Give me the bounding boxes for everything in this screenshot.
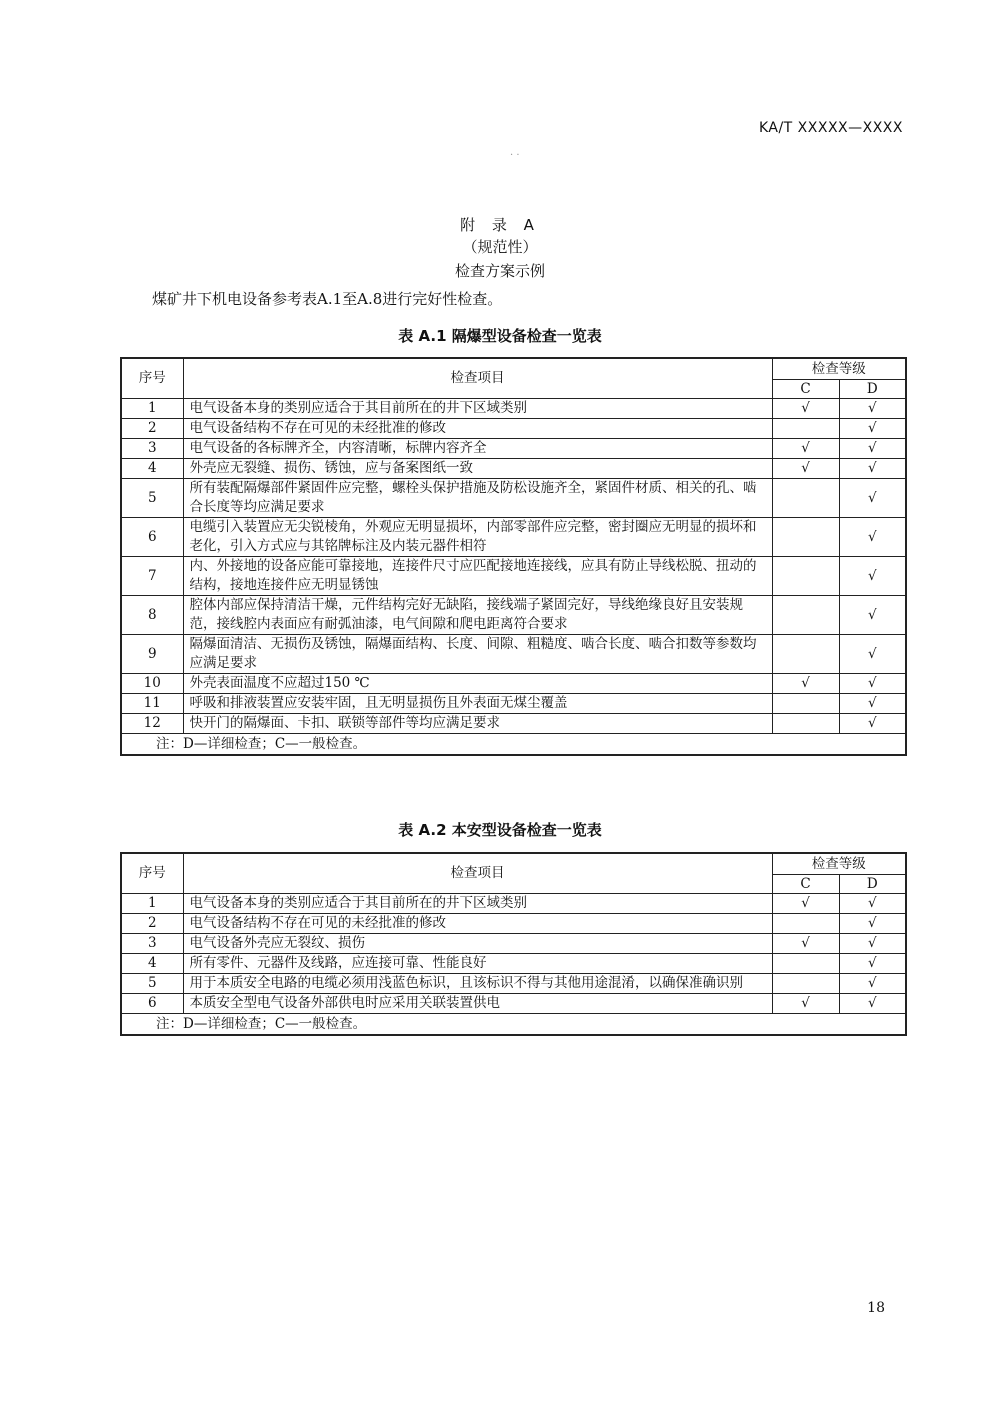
row-check-d: √ bbox=[839, 914, 906, 934]
row-check-d: √ bbox=[839, 994, 906, 1014]
col-header-no: 序号 bbox=[121, 853, 183, 894]
row-check-c: √ bbox=[772, 934, 839, 954]
table-row bbox=[121, 954, 906, 974]
row-check-d: √ bbox=[839, 934, 906, 954]
row-check-c bbox=[772, 596, 839, 635]
row-number: 1 bbox=[121, 894, 183, 914]
row-number: 6 bbox=[121, 994, 183, 1014]
row-check-c bbox=[772, 714, 839, 734]
col-header-item: 检查项目 bbox=[183, 853, 772, 894]
row-check-c: √ bbox=[772, 459, 839, 479]
intro-paragraph: 煤矿井下机电设备参考表A.1至A.8进行完好性检查。 bbox=[152, 290, 503, 308]
table-row bbox=[121, 557, 906, 596]
row-number: 3 bbox=[121, 934, 183, 954]
row-item: 隔爆面清洁、无损伤及锈蚀，隔爆面结构、长度、间隙、粗糙度、啮合长度、啮合扣数等参数均应满足要求 bbox=[183, 635, 772, 674]
row-check-d: √ bbox=[839, 974, 906, 994]
row-check-d: √ bbox=[839, 518, 906, 557]
row-check-c: √ bbox=[772, 994, 839, 1014]
col-header-grade: 检查等级 bbox=[772, 853, 906, 875]
row-check-d: √ bbox=[839, 635, 906, 674]
row-check-d: √ bbox=[839, 694, 906, 714]
row-item: 电气设备结构不存在可见的未经批准的修改 bbox=[183, 914, 772, 934]
table-row bbox=[121, 518, 906, 557]
row-number: 8 bbox=[121, 596, 183, 635]
col-header-c: C bbox=[772, 875, 839, 894]
row-item: 电气设备的各标牌齐全，内容清晰，标牌内容齐全 bbox=[183, 439, 772, 459]
row-check-d: √ bbox=[839, 399, 906, 419]
document-code: KA/T XXXXX—XXXX bbox=[758, 120, 903, 136]
row-item: 外壳应无裂缝、损伤、锈蚀，应与备案图纸一致 bbox=[183, 459, 772, 479]
table-a1-body bbox=[121, 399, 906, 756]
row-number: 9 bbox=[121, 635, 183, 674]
table-row bbox=[121, 399, 906, 419]
row-check-c: √ bbox=[772, 894, 839, 914]
row-check-c: √ bbox=[772, 674, 839, 694]
appendix-nature: （规范性） bbox=[462, 238, 538, 256]
row-item: 电气设备本身的类别应适合于其目前所在的井下区域类别 bbox=[183, 894, 772, 914]
row-check-d: √ bbox=[839, 714, 906, 734]
row-check-c bbox=[772, 518, 839, 557]
row-item: 内、外接地的设备应能可靠接地，连接件尺寸应匹配接地连接线，应具有防止导线松脱、扭动的结构，接地连接件应无明显锈蚀 bbox=[183, 557, 772, 596]
row-item: 电气设备本身的类别应适合于其目前所在的井下区域类别 bbox=[183, 399, 772, 419]
table-row bbox=[121, 894, 906, 914]
row-check-c bbox=[772, 479, 839, 518]
row-number: 11 bbox=[121, 694, 183, 714]
table-a2 bbox=[120, 852, 907, 1036]
row-check-c bbox=[772, 974, 839, 994]
row-item: 呼吸和排液装置应安装牢固，且无明显损伤且外表面无煤尘覆盖 bbox=[183, 694, 772, 714]
table-row bbox=[121, 694, 906, 714]
row-number: 4 bbox=[121, 459, 183, 479]
row-check-c: √ bbox=[772, 439, 839, 459]
col-header-d: D bbox=[839, 875, 906, 894]
col-header-d: D bbox=[839, 380, 906, 399]
table-row bbox=[121, 635, 906, 674]
table-row bbox=[121, 596, 906, 635]
table-row bbox=[121, 439, 906, 459]
table-row bbox=[121, 934, 906, 954]
row-item: 本质安全型电气设备外部供电时应采用关联装置供电 bbox=[183, 994, 772, 1014]
row-number: 6 bbox=[121, 518, 183, 557]
row-check-c bbox=[772, 694, 839, 714]
row-number: 2 bbox=[121, 419, 183, 439]
row-number: 5 bbox=[121, 479, 183, 518]
appendix-subtitle: 检查方案示例 bbox=[454, 262, 545, 280]
row-item: 所有装配隔爆部件紧固件应完整，螺栓头保护措施及防松设施齐全，紧固件材质、相关的孔、啮合长度等均应满足要求 bbox=[183, 479, 772, 518]
row-check-d: √ bbox=[839, 459, 906, 479]
col-header-no: 序号 bbox=[121, 358, 183, 399]
table-row bbox=[121, 994, 906, 1014]
col-header-grade: 检查等级 bbox=[772, 358, 906, 380]
row-item: 外壳表面温度不应超过150 ℃ bbox=[183, 674, 772, 694]
row-number: 7 bbox=[121, 557, 183, 596]
row-item: 电气设备外壳应无裂纹、损伤 bbox=[183, 934, 772, 954]
row-check-d: √ bbox=[839, 557, 906, 596]
row-check-d: √ bbox=[839, 954, 906, 974]
row-check-d: √ bbox=[839, 596, 906, 635]
row-check-c: √ bbox=[772, 399, 839, 419]
row-check-d: √ bbox=[839, 419, 906, 439]
row-check-d: √ bbox=[839, 479, 906, 518]
row-number: 2 bbox=[121, 914, 183, 934]
table-row bbox=[121, 914, 906, 934]
table-row bbox=[121, 419, 906, 439]
row-check-c bbox=[772, 635, 839, 674]
row-item: 腔体内部应保持清洁干燥，元件结构完好无缺陷，接线端子紧固完好，导线绝缘良好且安装规范，接线腔内表面应有耐弧油漆，电气间隙和爬电距离符合要求 bbox=[183, 596, 772, 635]
row-item: 所有零件、元器件及线路，应连接可靠、性能良好 bbox=[183, 954, 772, 974]
row-check-c bbox=[772, 914, 839, 934]
table-a1 bbox=[120, 357, 907, 756]
table-row bbox=[121, 479, 906, 518]
table-row bbox=[121, 459, 906, 479]
row-check-d: √ bbox=[839, 894, 906, 914]
row-check-d: √ bbox=[839, 439, 906, 459]
row-number: 1 bbox=[121, 399, 183, 419]
table-note: 注：D—详细检查；C—一般检查。 bbox=[121, 1014, 906, 1036]
row-item: 用于本质安全电路的电缆必须用浅蓝色标识，且该标识不得与其他用途混淆，以确保准确识别 bbox=[183, 974, 772, 994]
row-number: 3 bbox=[121, 439, 183, 459]
col-header-item: 检查项目 bbox=[183, 358, 772, 399]
row-item: 电缆引入装置应无尖锐棱角，外观应无明显损坏，内部零部件应完整，密封圈应无明显的损坏和老化，引入方式应与其铭牌标注及内装元器件相符 bbox=[183, 518, 772, 557]
row-item: 电气设备结构不存在可见的未经批准的修改 bbox=[183, 419, 772, 439]
table-row bbox=[121, 974, 906, 994]
row-check-c bbox=[772, 419, 839, 439]
table-row bbox=[121, 674, 906, 694]
row-number: 12 bbox=[121, 714, 183, 734]
table-a2-caption: 表 A.2 本安型设备检查一览表 bbox=[398, 821, 602, 839]
page-number: 18 bbox=[867, 1300, 885, 1316]
table-a2-body bbox=[121, 894, 906, 1036]
row-item: 快开门的隔爆面、卡扣、联锁等部件等均应满足要求 bbox=[183, 714, 772, 734]
row-number: 5 bbox=[121, 974, 183, 994]
table-note: 注：D—详细检查；C—一般检查。 bbox=[121, 734, 906, 756]
row-check-c bbox=[772, 557, 839, 596]
row-check-d: √ bbox=[839, 674, 906, 694]
header-dots: · · bbox=[510, 150, 520, 161]
table-a1-caption: 表 A.1 隔爆型设备检查一览表 bbox=[398, 327, 602, 345]
row-number: 10 bbox=[121, 674, 183, 694]
appendix-title: 附 录 A bbox=[460, 216, 540, 234]
row-number: 4 bbox=[121, 954, 183, 974]
col-header-c: C bbox=[772, 380, 839, 399]
table-row bbox=[121, 714, 906, 734]
row-check-c bbox=[772, 954, 839, 974]
